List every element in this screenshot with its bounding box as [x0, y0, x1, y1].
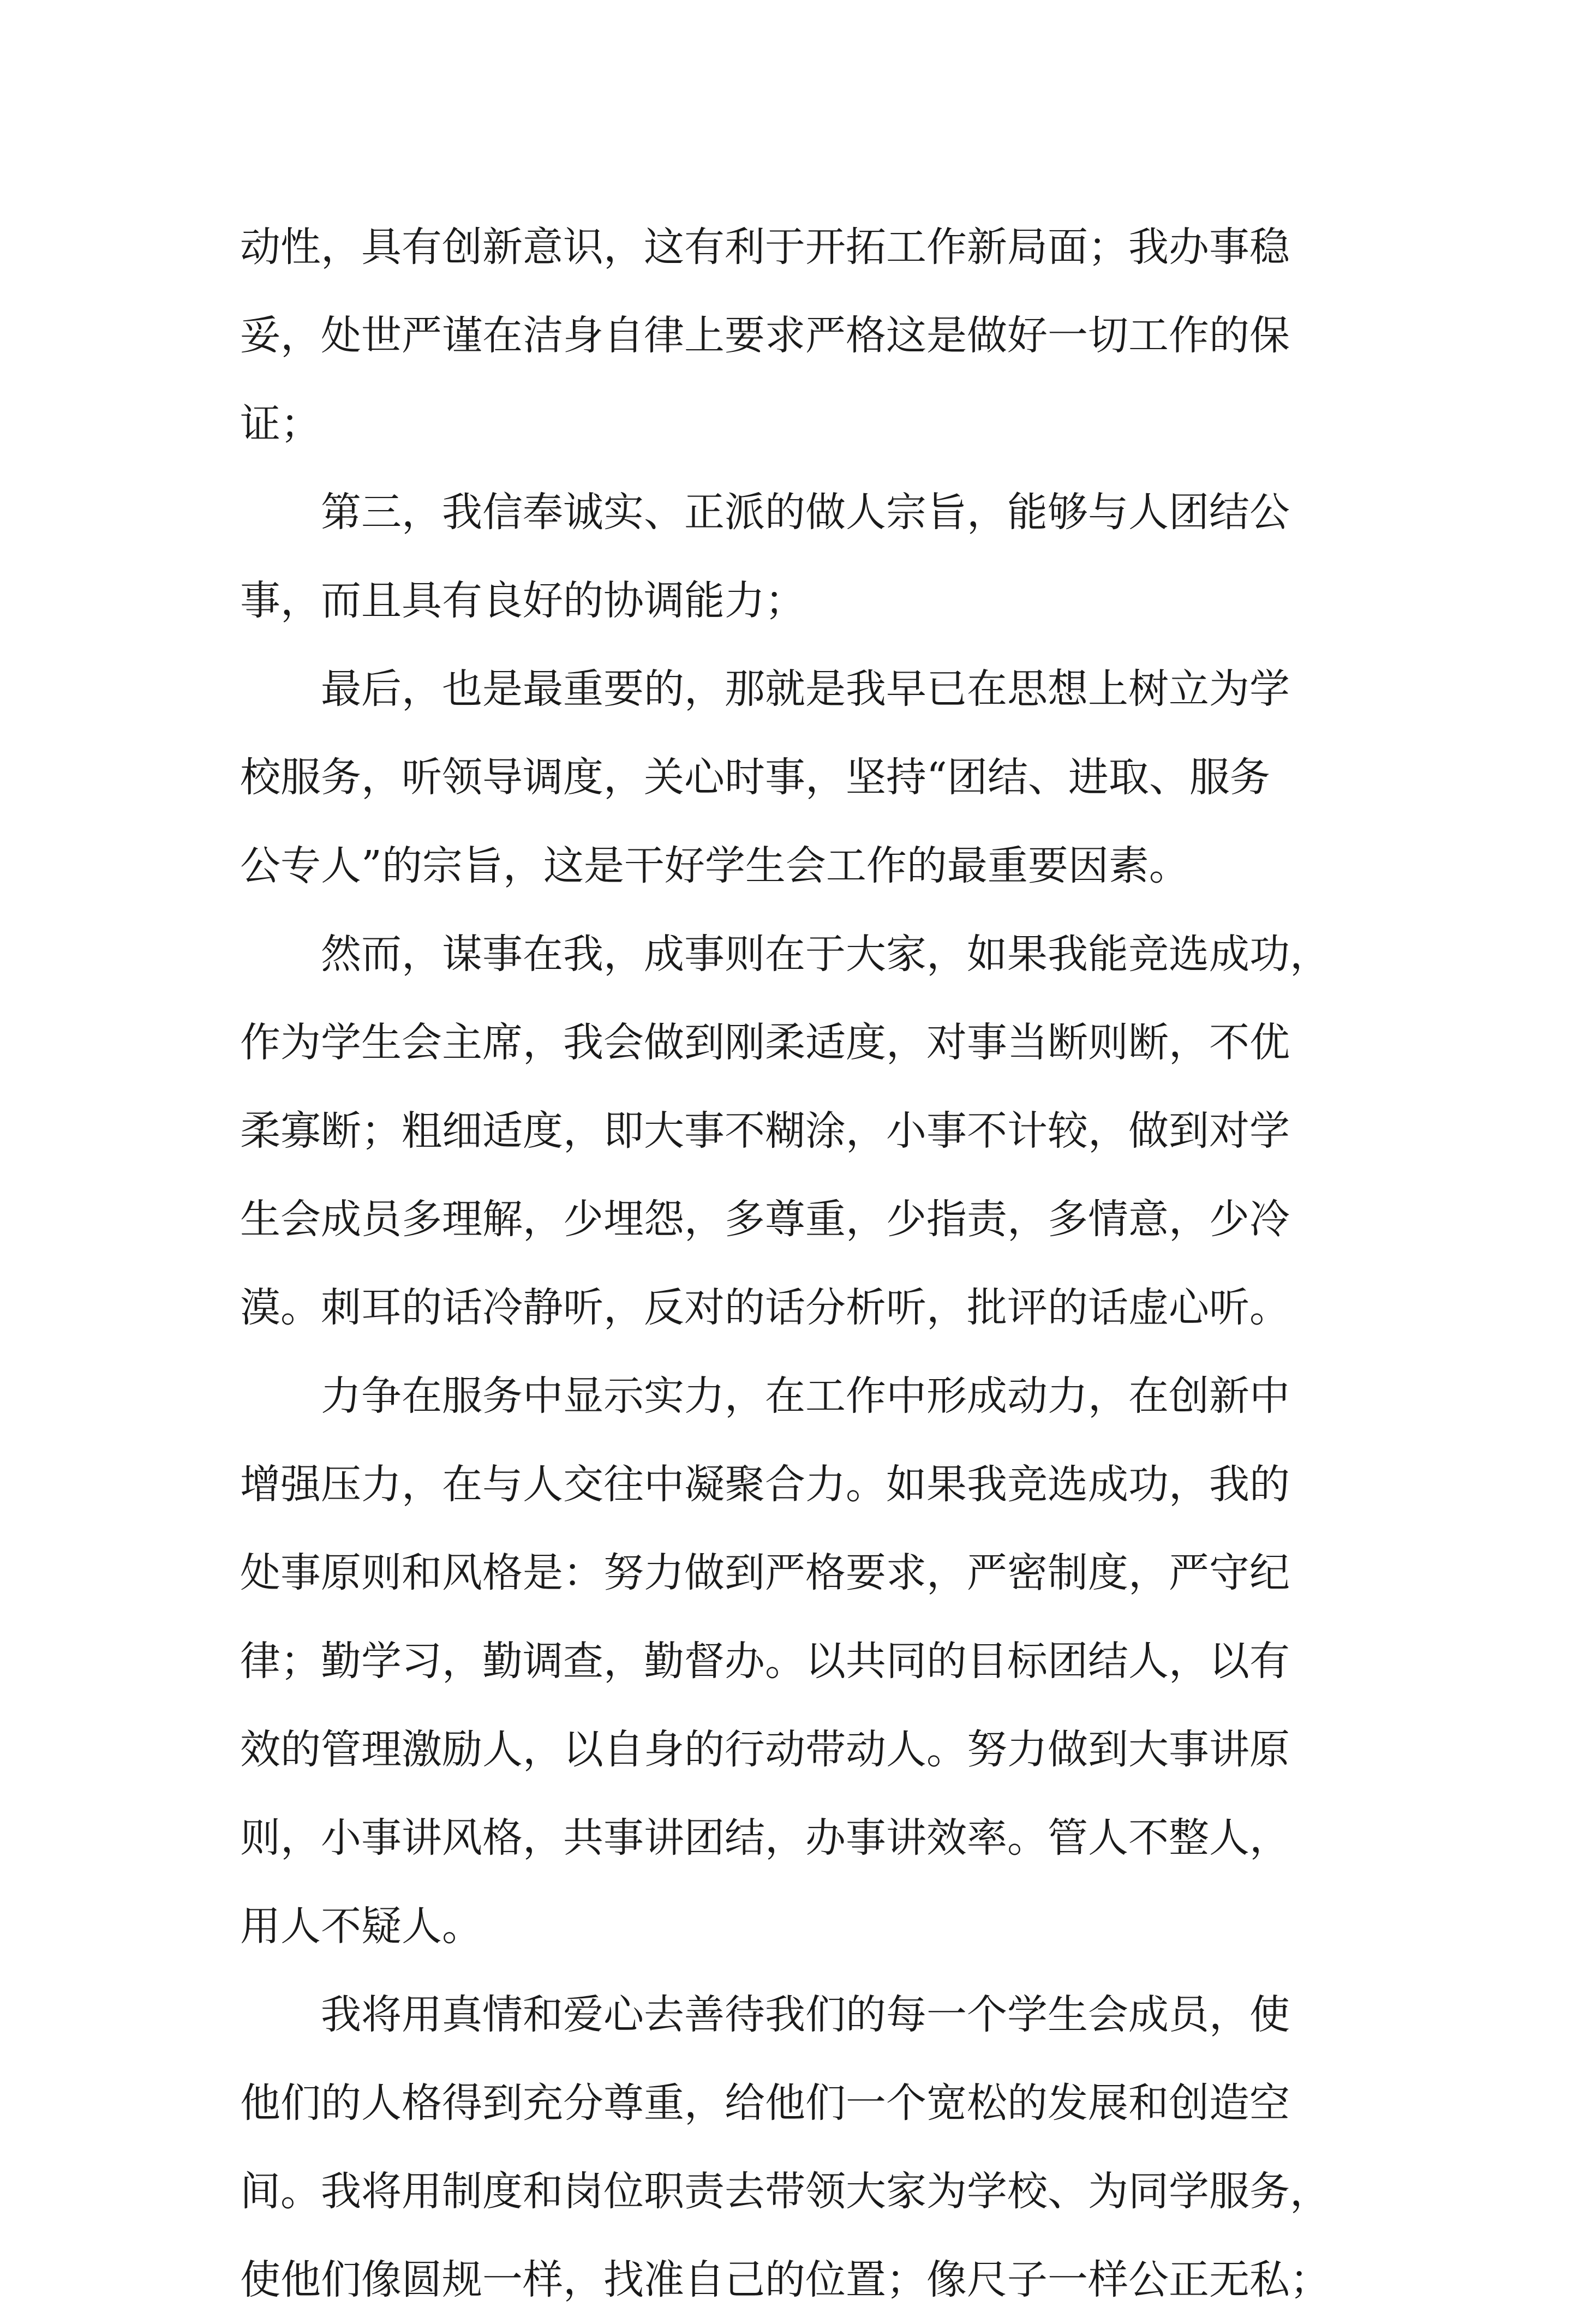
text-line: 使他们像圆规一样，找准自己的位置；像尺子一样公正无私；: [240, 2256, 1330, 2303]
text-line: 最后，也是最重要的，那就是我早已在思想上树立为学: [240, 666, 1290, 712]
text-line: 效的管理激励人，以自身的行动带动人。努力做到大事讲原: [240, 1726, 1290, 1773]
text-line: 他们的人格得到充分尊重，给他们一个宽松的发展和创造空: [240, 2080, 1290, 2127]
text-line: 事，而且具有良好的协调能力；: [240, 577, 805, 624]
text-line: 用人不疑人。: [240, 1903, 482, 1950]
text-line: 妥，处世严谨在洁身自律上要求严格这是做好一切工作的保: [240, 312, 1290, 359]
text-line: 然而，谋事在我，成事则在于大家，如果我能竞选成功，: [240, 931, 1330, 978]
text-line: 我将用真情和爱心去善待我们的每一个学生会成员，使: [240, 1991, 1290, 2038]
text-line: 间。我将用制度和岗位职责去带领大家为学校、为同学服务，: [240, 2168, 1330, 2215]
text-line: 证；: [240, 400, 321, 447]
text-line: 力争在服务中显示实力，在工作中形成动力，在创新中: [240, 1373, 1290, 1419]
text-line: 作为学生会主席，我会做到刚柔适度，对事当断则断，不优: [240, 1019, 1290, 1066]
text-line: 处事原则和风格是：努力做到严格要求，严密制度，严守纪: [240, 1549, 1290, 1596]
text-line: 生会成员多理解，少埋怨，多尊重，少指责，多情意，少冷: [240, 1196, 1290, 1243]
text-line: 第三，我信奉诚实、正派的做人宗旨，能够与人团结公: [240, 489, 1290, 536]
text-line: 动性，具有创新意识，这有利于开拓工作新局面；我办事稳: [240, 224, 1290, 271]
text-line: 增强压力，在与人交往中凝聚合力。如果我竞选成功，我的: [240, 1461, 1290, 1508]
body-text: [240, 203, 1353, 2324]
text-line: 律；勤学习，勤调查，勤督办。以共同的目标团结人，以有: [240, 1638, 1290, 1685]
text-line: 则，小事讲风格，共事讲团结，办事讲效率。管人不整人，: [240, 1814, 1290, 1861]
text-line: 校服务，听领导调度，关心时事，坚持“团结、进取、服务: [240, 754, 1270, 801]
text-line: 漠。刺耳的话冷静听，反对的话分析听，批评的话虚心听。: [240, 1284, 1290, 1331]
text-line: 公专人”的宗旨，这是干好学生会工作的最重要因素。: [240, 842, 1189, 889]
text-line: 柔寡断；粗细适度，即大事不糊涂，小事不计较，做到对学: [240, 1107, 1290, 1154]
